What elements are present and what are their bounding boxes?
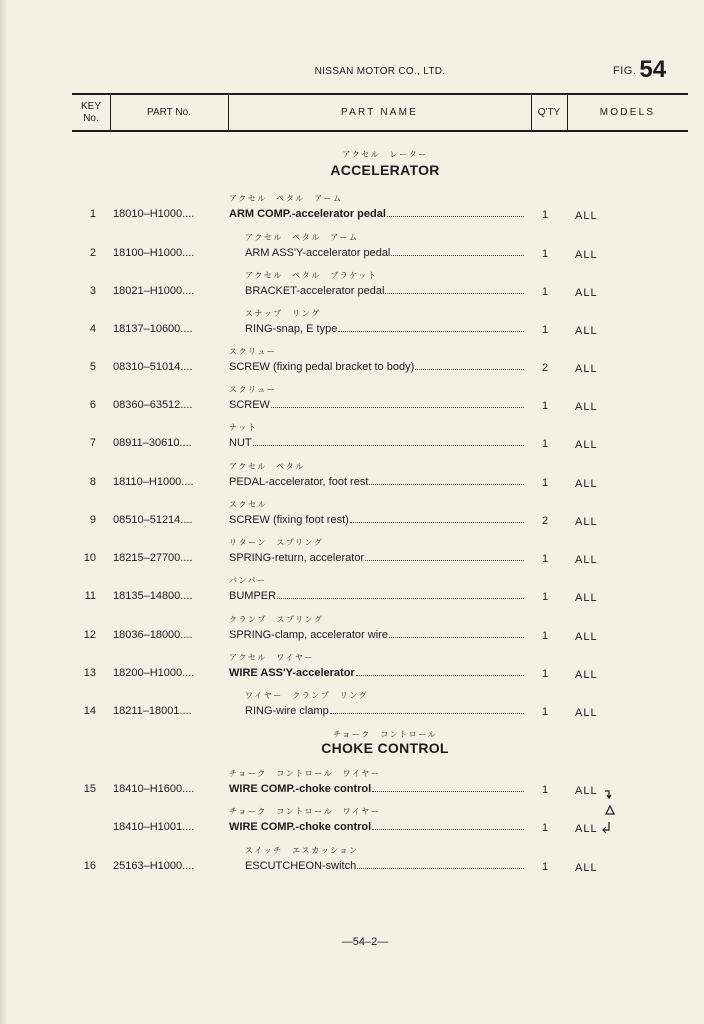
models: ALL <box>575 401 598 413</box>
section-kana: チョーク コントロール <box>332 730 438 739</box>
models: ALL <box>575 554 598 566</box>
part-name-text: SCREW (fixing pedal bracket to body) <box>229 361 415 373</box>
key-number: 13 <box>83 667 96 679</box>
part-name-text: WIRE COMP.-choke control <box>229 821 372 833</box>
quantity: 1 <box>541 438 549 450</box>
part-name <box>245 859 524 872</box>
quantity: 1 <box>541 286 549 298</box>
models: ALL <box>575 631 598 643</box>
key-number: 15 <box>83 783 96 795</box>
part-name-text: WIRE COMP.-choke control <box>229 783 372 795</box>
interchangeability-arrow-icon <box>602 789 626 837</box>
part-name <box>229 666 524 679</box>
models: ALL <box>575 785 598 797</box>
models: ALL <box>575 287 598 299</box>
section-title: CHOKE CONTROL <box>321 740 449 756</box>
models: ALL <box>575 823 598 835</box>
dot-leader <box>385 284 524 294</box>
part-row <box>0 537 704 577</box>
key-number: 4 <box>89 323 96 335</box>
part-number: 18215–27700.... <box>113 552 193 564</box>
models: ALL <box>575 210 598 222</box>
key-number: 5 <box>89 361 96 373</box>
part-row <box>0 614 704 654</box>
figure-label <box>613 56 666 84</box>
dot-leader <box>372 820 524 830</box>
part-number: 08911–30610.... <box>113 437 192 449</box>
models: ALL <box>575 439 598 451</box>
part-name <box>229 589 524 602</box>
part-number: 18021–H1000.... <box>113 285 195 297</box>
part-name-text: WIRE ASS'Y-accelerator <box>229 667 355 679</box>
dot-leader <box>365 551 524 561</box>
part-number: 18110–H1000.... <box>113 476 194 488</box>
part-name-text: BRACKET-accelerator pedal <box>245 285 385 297</box>
key-number: 1 <box>89 208 96 220</box>
part-row <box>0 806 704 846</box>
dot-leader <box>356 666 524 676</box>
part-kana: アクセル ペタル <box>229 462 305 471</box>
dot-leader <box>338 322 524 332</box>
key-number: 3 <box>89 285 96 297</box>
part-name <box>229 551 524 564</box>
part-name-text: PEDAL-accelerator, foot rest <box>229 476 369 488</box>
quantity: 1 <box>541 477 549 489</box>
part-kana: スクセル <box>229 500 267 509</box>
part-row <box>0 845 704 885</box>
quantity: 1 <box>541 248 549 260</box>
part-number: 08310–51014.... <box>113 361 193 373</box>
col-part-no: PART No. <box>147 106 191 118</box>
part-number: 08360–63512.... <box>113 399 193 411</box>
quantity: 1 <box>541 822 549 834</box>
part-row <box>0 384 704 424</box>
models: ALL <box>575 669 598 681</box>
part-number: 18410–H1001.... <box>113 821 195 833</box>
quantity: 2 <box>541 362 549 374</box>
part-name <box>245 284 524 297</box>
quantity: 1 <box>541 209 549 221</box>
part-row <box>0 768 704 808</box>
models: ALL <box>575 707 598 719</box>
models: ALL <box>575 592 598 604</box>
quantity: 1 <box>541 591 549 603</box>
part-name-text: NUT <box>229 437 252 449</box>
col-key-no: KEY No. <box>80 100 101 124</box>
part-number: 08510–51214.... <box>113 514 193 526</box>
dot-leader <box>357 859 524 869</box>
dot-leader <box>369 475 524 485</box>
part-kana: リターン スプリング <box>229 538 324 547</box>
models: ALL <box>575 516 598 528</box>
section-title: ACCELERATOR <box>330 162 440 178</box>
part-row <box>0 270 704 310</box>
part-number: 18100–H1000.... <box>113 247 195 259</box>
key-number: 16 <box>83 860 96 872</box>
part-name-text: ESCUTCHEON-switch <box>245 860 357 872</box>
dot-leader <box>350 513 524 523</box>
part-number: 18135–14800.... <box>113 590 193 602</box>
quantity: 1 <box>541 630 549 642</box>
quantity: 1 <box>541 706 549 718</box>
key-number: 6 <box>89 399 96 411</box>
part-name <box>229 436 524 449</box>
col-part-name: PART NAME <box>340 106 419 118</box>
part-kana: チョーク コントロール ワイヤー <box>229 807 381 816</box>
part-name <box>229 782 524 795</box>
key-number: 7 <box>89 437 96 449</box>
part-row <box>0 575 704 615</box>
key-number: 8 <box>89 476 96 488</box>
fig-number: 54 <box>639 56 667 83</box>
part-kana: スクリュー <box>229 347 277 356</box>
quantity: 1 <box>541 324 549 336</box>
part-name <box>229 513 524 526</box>
part-kana: アクセル ペタル アーム <box>229 194 343 203</box>
section-kana: アクセル レーター <box>342 150 428 159</box>
part-row <box>0 193 704 233</box>
part-kana: ワイヤー クランプ リング <box>245 691 369 700</box>
dot-leader <box>277 589 524 599</box>
part-number: 18410–H1600.... <box>113 783 195 795</box>
part-row <box>0 346 704 386</box>
part-number: 18211–18001.... <box>113 705 192 717</box>
key-number: 12 <box>83 629 96 641</box>
part-name-text: SCREW (fixing foot rest) <box>229 514 349 526</box>
part-number: 18036–18000.... <box>113 629 193 641</box>
part-kana: スクリュー <box>229 385 277 394</box>
quantity: 1 <box>541 861 549 873</box>
part-name-text: SPRING-clamp, accelerator wire <box>229 629 388 641</box>
part-kana: ナット <box>229 423 258 432</box>
dot-leader <box>330 704 524 714</box>
part-row <box>0 499 704 539</box>
part-kana: アクセル ペタル ブラケット <box>245 271 378 280</box>
part-kana: チョーク コントロール ワイヤー <box>229 769 381 778</box>
part-row <box>0 308 704 348</box>
part-name-text: ARM COMP.-accelerator pedal <box>229 208 386 220</box>
part-name <box>245 246 524 259</box>
part-kana: アクセル ペタル アーム <box>245 233 359 242</box>
dot-leader <box>271 398 524 408</box>
part-number: 25163–H1000.... <box>113 860 195 872</box>
part-row <box>0 652 704 692</box>
part-name <box>245 704 524 717</box>
part-name <box>229 398 524 411</box>
part-kana: アクセル ワイヤー <box>229 653 315 662</box>
part-row <box>0 690 704 730</box>
col-models: MODELS <box>599 106 656 118</box>
part-kana: スナップ リング <box>245 309 321 318</box>
key-number: 2 <box>89 247 96 259</box>
part-name <box>229 820 524 833</box>
dot-leader <box>372 782 524 792</box>
dot-leader <box>387 207 524 217</box>
models: ALL <box>575 862 598 874</box>
dot-leader <box>391 246 524 256</box>
part-name <box>229 475 524 488</box>
models: ALL <box>575 325 598 337</box>
quantity: 1 <box>541 784 549 796</box>
part-name-text: ARM ASS'Y-accelerator pedal <box>245 247 391 259</box>
quantity: 1 <box>541 668 549 680</box>
part-name <box>229 360 524 373</box>
key-number: 11 <box>84 590 96 602</box>
dot-leader <box>389 628 524 638</box>
col-qty: Q'TY <box>537 106 561 118</box>
part-row <box>0 232 704 272</box>
part-number: 18010–H1000.... <box>113 208 195 220</box>
part-name-text: RING-wire clamp <box>245 705 329 717</box>
models: ALL <box>575 363 598 375</box>
part-name-text: SCREW <box>229 399 270 411</box>
part-kana: スイッチ エスカッション <box>245 846 359 855</box>
quantity: 1 <box>541 553 549 565</box>
fig-label: FIG. <box>613 65 637 77</box>
header-rule-bottom <box>72 130 688 132</box>
part-kana: バンパー <box>229 576 267 585</box>
page-number: —54–2— <box>341 936 389 948</box>
part-name <box>245 322 524 335</box>
models: ALL <box>575 478 598 490</box>
models: ALL <box>575 249 598 261</box>
dot-leader <box>253 436 524 446</box>
quantity: 1 <box>541 400 549 412</box>
part-name <box>229 207 524 220</box>
key-number: 10 <box>83 552 96 564</box>
part-row <box>0 422 704 462</box>
key-number: 9 <box>89 514 96 526</box>
part-kana: クランプ スプリング <box>229 615 324 624</box>
quantity: 2 <box>541 515 549 527</box>
company-name: NISSAN MOTOR CO., LTD. <box>314 66 446 77</box>
key-number: 14 <box>83 705 96 717</box>
part-number: 18137–10600.... <box>113 323 193 335</box>
part-number: 18200–H1000.... <box>113 667 195 679</box>
part-name-text: BUMPER <box>229 590 277 602</box>
part-name-text: RING-snap, E type <box>245 323 338 335</box>
dot-leader <box>415 360 524 370</box>
part-row <box>0 461 704 501</box>
part-name-text: SPRING-return, accelerator <box>229 552 365 564</box>
part-name <box>229 628 524 641</box>
